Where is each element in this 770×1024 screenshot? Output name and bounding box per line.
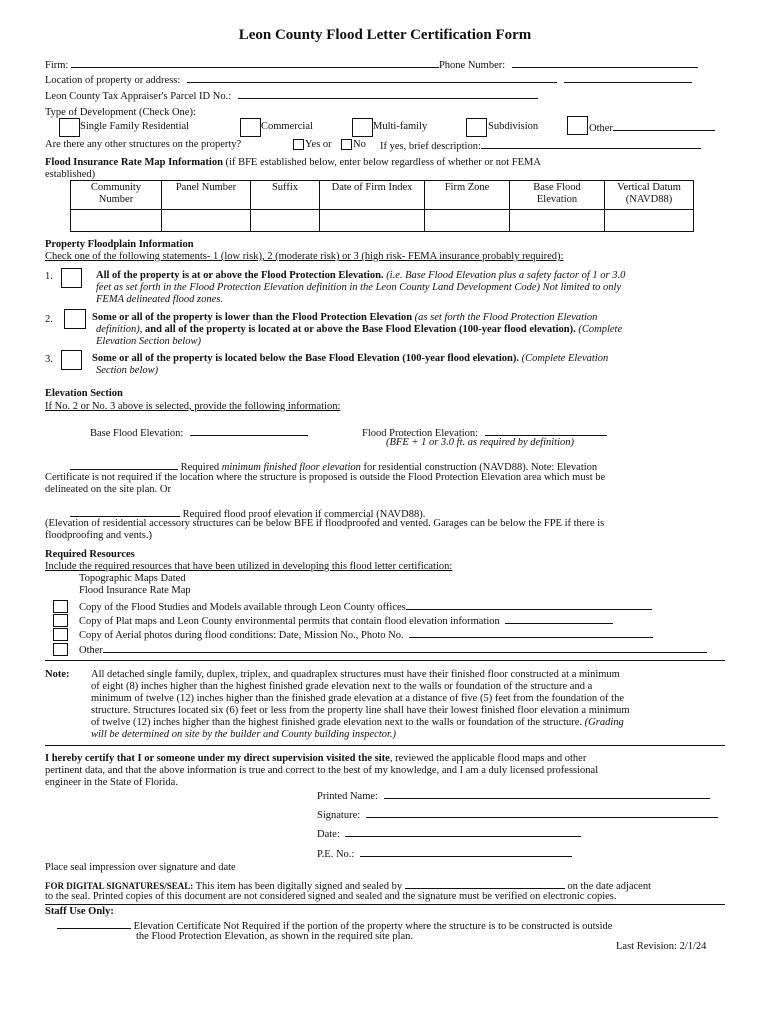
checkbox-other[interactable] [567, 116, 588, 135]
staff-text1: Elevation Certificate Not Required if the portion of the property where the structure is to be constructed is outside [133, 921, 613, 932]
other-resource-field[interactable] [103, 643, 707, 653]
req-floor-field[interactable] [70, 460, 178, 470]
checkbox-subdivision[interactable] [466, 118, 487, 137]
item2-bold2: and all of the property is located at or above the Base Flood Elevation (100-year flood elevation). [145, 324, 576, 335]
no-label: No [353, 139, 366, 150]
phone-label: Phone Number: [438, 60, 506, 71]
printed-name-field[interactable] [384, 789, 710, 799]
firm-table-row [71, 210, 694, 232]
cell-datum[interactable] [605, 210, 694, 232]
cell-zone[interactable] [425, 210, 510, 232]
checkbox-plat-maps[interactable] [53, 614, 68, 627]
resource-firm: Flood Insurance Rate Map [79, 585, 191, 596]
staff-text2: the Flood Protection Elevation, as shown in the required site plan. [136, 931, 414, 942]
checkbox-multi-family[interactable] [352, 118, 373, 137]
firm-table [70, 180, 694, 232]
fpe-field[interactable] [485, 426, 607, 436]
item2-italic4: Elevation Section below) [96, 336, 201, 347]
firm-table-header [71, 181, 694, 210]
item1-line1 [96, 270, 625, 281]
checkbox-other-resource[interactable] [53, 643, 68, 656]
option-subdivision: Subdivision [488, 121, 539, 132]
item1-bold: All of the property is at or above the Flood Protection Elevation. [96, 270, 384, 281]
req-line3: delineated on the site plan. Or [45, 484, 171, 495]
cell-date[interactable] [320, 210, 425, 232]
other-row [589, 121, 715, 134]
item2-line2 [96, 324, 622, 335]
signature-field[interactable] [366, 808, 718, 818]
firm-heading-row [45, 157, 541, 168]
checkbox-yes[interactable] [293, 139, 304, 150]
phone-field[interactable] [512, 58, 698, 68]
cert-rest: , reviewed the applicable flood maps and other [389, 753, 587, 764]
digital-bold: FOR DIGITAL SIGNATURES/SEAL: [45, 881, 194, 891]
floodplain-heading: Property Floodplain Information [45, 239, 194, 250]
firm-row [45, 58, 698, 71]
digital-line2: to the seal. Printed copies of this document are not considered signed and sealed and the signature must be verified on electronic copies. [45, 891, 617, 902]
firm-field[interactable] [71, 58, 439, 68]
cell-community[interactable] [71, 210, 162, 232]
resources-heading: Required Resources [45, 549, 135, 560]
digital-text1: This item has been digitally signed and sealed by [195, 881, 403, 892]
item1-italic3: FEMA delineated flood zones. [96, 294, 223, 305]
firm-note-2: established) [45, 169, 96, 180]
divider-certification [45, 745, 725, 746]
describe-field[interactable] [481, 139, 701, 149]
item2-italic2: definition), [96, 324, 143, 335]
item1-number: 1. [45, 271, 53, 282]
parcel-row [45, 89, 538, 102]
item1-italic1: (i.e. Base Flood Elevation plus a safety factor of 1 or 3.0 [386, 270, 626, 281]
signature-label: Signature: [317, 810, 361, 821]
flood-studies-field[interactable] [406, 600, 652, 610]
staff-field[interactable] [57, 919, 131, 929]
item3-bold: Some or all of the property is located below the Base Flood Elevation (100-year flood elevation). [92, 353, 519, 364]
note-label: Note: [45, 669, 70, 680]
floodplain-instruction: Check one of the following statements- 1 (low risk), 2 (moderate risk) or 3 (high risk- FEMA insurance probably required): [45, 251, 564, 262]
fpe-note: (BFE + 1 or 3.0 ft. as required by definition) [386, 437, 574, 448]
staff-heading: Staff Use Only: [45, 906, 114, 917]
location-row [45, 73, 692, 86]
note-italic2: will be determined on site by the builder and County building inspector.) [91, 729, 397, 740]
parcel-label: Leon County Tax Appraiser's Parcel ID No.: [45, 91, 232, 102]
bfe-label: Base Flood Elevation: [90, 428, 184, 439]
req-text1: Required [180, 462, 220, 473]
bfe-row [90, 426, 308, 439]
checkbox-aerial-photos[interactable] [53, 628, 68, 641]
note-line2: of eight (8) inches higher than the highest finished grade elevation next to the walls or foundation of the structure and a [91, 681, 593, 692]
cert-bold: I hereby certify that I or someone under my direct supervision visited the site [45, 753, 390, 764]
bfe-field[interactable] [190, 426, 308, 436]
note-line4: structure. Structures located six (6) feet or less from the property line shall have their lowest finished floor elevation a minimum [91, 705, 630, 716]
option-other: Other [589, 123, 613, 134]
col-panel: Panel Number [162, 181, 251, 210]
cell-suffix[interactable] [251, 210, 320, 232]
item1-italic2: feet as set forth in the Flood Protection Elevation definition in the Leon County Land Development Code) Not limited to only [96, 282, 622, 293]
other-resource-row [79, 643, 707, 656]
yes-label: Yes or [305, 139, 332, 150]
resource-topographic: Topographic Maps Dated [79, 573, 186, 584]
checkbox-commercial[interactable] [240, 118, 261, 137]
item3-italic1: (Complete Elevation [521, 353, 609, 364]
describe-label: If yes, brief description: [380, 141, 481, 152]
pe-no-row [317, 847, 572, 860]
note-line5-row [91, 717, 624, 728]
development-label: Type of Development (Check One): [45, 107, 196, 118]
note-line3: minimum of twelve (12) inches higher than the finished grade elevation at a distance of five (5) feet from the foundation of the [91, 693, 624, 704]
cert-line3: engineer in the State of Florida. [45, 777, 178, 788]
option-commercial: Commercial [261, 121, 313, 132]
other-structures-question: Are there any other structures on the property? [45, 139, 242, 150]
proof-text: Required flood proof elevation if commercial (NAVD88). [182, 509, 426, 520]
elevation-instruction: If No. 2 or No. 3 above is selected, provide the following information: [45, 401, 341, 412]
item2-number: 2. [45, 314, 53, 325]
location-label: Location of property or address: [45, 75, 181, 86]
accessory-line1: (Elevation of residential accessory structures can be below BFE if floodproofed and vented. Garages can be below the FPE if there is [45, 518, 605, 529]
cert-line1 [45, 753, 586, 764]
describe-row [380, 139, 701, 152]
digital-text2: on the date adjacent [567, 881, 652, 892]
resource-other: Other [79, 645, 103, 656]
elevation-heading: Elevation Section [45, 388, 123, 399]
last-revision: Last Revision: 2/1/24 [616, 941, 707, 952]
printed-name-label: Printed Name: [317, 791, 378, 802]
col-zone: Firm Zone [425, 181, 510, 210]
req-italic: minimum finished floor elevation [221, 462, 361, 473]
option-single-family: Single Family Residential [80, 121, 190, 132]
location-field[interactable] [187, 73, 557, 83]
form-title: Leon County Flood Letter Certification Form [238, 27, 532, 43]
other-field[interactable] [613, 121, 715, 131]
signature-row [317, 808, 718, 821]
checkbox-flood-studies[interactable] [53, 600, 68, 613]
checkbox-item1[interactable] [61, 268, 82, 288]
date-row [317, 827, 581, 840]
accessory-line2: floodproofing and vents.) [45, 530, 153, 541]
cell-panel[interactable] [162, 210, 251, 232]
resources-instruction: Include the required resources that have been utilized in developing this flood letter certification: [45, 561, 453, 572]
checkbox-item2[interactable] [64, 309, 86, 329]
option-multi-family: Multi-family [373, 121, 428, 132]
item2-line1 [92, 312, 597, 323]
firm-heading: Flood Insurance Rate Map Information [45, 157, 223, 168]
item3-line1 [92, 353, 608, 364]
col-community: Community Number [71, 181, 162, 210]
divider-staff [45, 904, 725, 905]
pe-no-field[interactable] [360, 847, 572, 857]
note-line1: All detached single family, duplex, triplex, and quadraplex structures must have their finished floor constructed at a minimum [91, 669, 620, 680]
col-date: Date of Firm Index [320, 181, 425, 210]
proof-field[interactable] [70, 507, 180, 517]
flood-studies-row [79, 600, 652, 613]
note-italic1: (Grading [584, 717, 624, 728]
col-suffix: Suffix [251, 181, 320, 210]
pe-no-label: P.E. No.: [317, 849, 355, 860]
location-field-2[interactable] [564, 73, 692, 83]
col-datum: Vertical Datum (NAVD88) [605, 181, 694, 210]
col-bfe: Base Flood Elevation [510, 181, 605, 210]
date-label: Date: [317, 829, 340, 840]
resource-aerial-photos: Copy of Aerial photos during flood conditions: Date, Mission No., Photo No. [79, 630, 404, 641]
checkbox-item3[interactable] [61, 350, 82, 370]
aerial-photos-row [79, 628, 653, 641]
note-line5: of twelve (12) inches higher than the highest finished grade elevation next to the walls or foundation of the structure. [91, 717, 583, 728]
fpe-label: Flood Protection Elevation: [362, 428, 479, 439]
item2-italic3: (Complete [578, 324, 623, 335]
printed-name-row [317, 789, 710, 802]
resource-plat-maps: Copy of Plat maps and Leon County environmental permits that contain flood elevation information [79, 616, 500, 627]
firm-note: (if BFE established below, enter below regardless of whether or not FEMA [225, 157, 541, 168]
item3-number: 3. [45, 354, 53, 365]
firm-label: Firm: [45, 60, 69, 71]
checkbox-no[interactable] [341, 139, 352, 150]
parcel-field[interactable] [238, 89, 538, 99]
checkbox-single-family[interactable] [59, 118, 80, 137]
digital-signer-field[interactable] [405, 879, 565, 889]
plat-maps-field[interactable] [505, 614, 613, 624]
req-text2: for residential construction (NAVD88). Note: Elevation [363, 462, 598, 473]
divider-note [45, 660, 725, 661]
item3-italic2: Section below) [96, 365, 159, 376]
req-line2: Certificate is not required if the location where the structure is proposed is outside the Flood Protection Elevation area which must be [45, 472, 606, 483]
aerial-photos-field[interactable] [409, 628, 653, 638]
date-field[interactable] [345, 827, 581, 837]
seal-text: Place seal impression over signature and date [45, 862, 236, 873]
cell-bfe[interactable] [510, 210, 605, 232]
cert-line2: pertinent data, and that the above information is true and correct to the best of my knowledge, and I am a duly licensed professional [45, 765, 599, 776]
item2-bold: Some or all of the property is lower than the Flood Protection Elevation [92, 312, 413, 323]
resource-flood-studies: Copy of the Flood Studies and Models available through Leon County offices [79, 602, 406, 613]
plat-maps-row [79, 614, 613, 627]
item2-italic1: (as set forth the Flood Protection Elevation [414, 312, 598, 323]
